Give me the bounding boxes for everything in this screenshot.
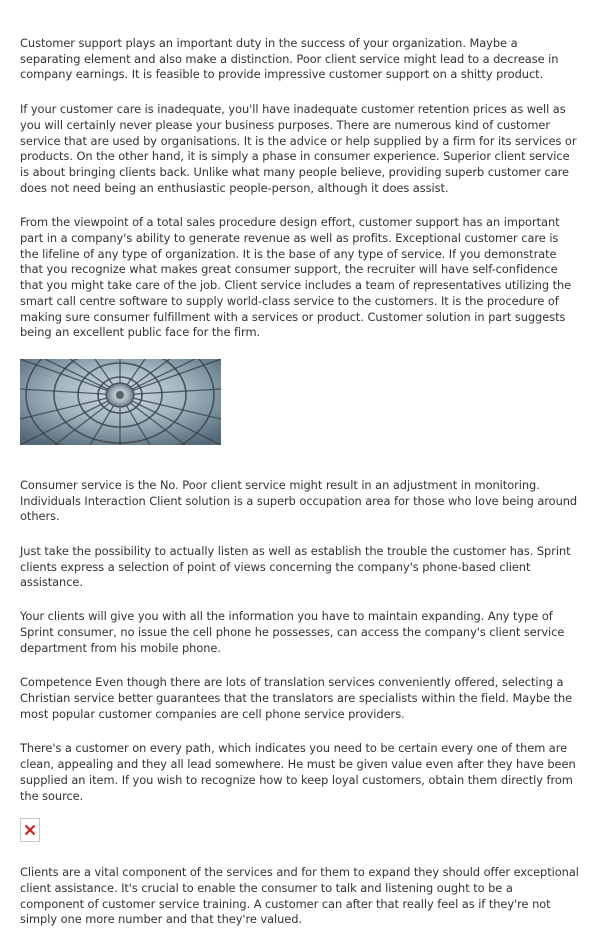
paragraph-5: Just take the possibility to actually listen as well as establish the trouble the customer has. Sprint clients express a selection of point of views concerning the company's phone-based client assistance.: [20, 544, 571, 590]
paragraph-4: Consumer service is the No. Poor client service might result in an adjustment in monitoring. Individuals Interaction Client solution is a superb occupation area for those who love being around others.: [20, 477, 578, 524]
stained-glass-dome-image: [20, 359, 221, 445]
paragraph-1: Customer support plays an important duty in the success of your organization. Maybe a separating element and also make a distinction. Poor client service might lead to a decrease in company earnings. It is feasible to provide impressive customer support on a shitty product.: [20, 36, 559, 82]
paragraph-6: Your clients will give you with all the information you have to maintain expanding. Any type of Sprint consumer, no issue the cell phone he possesses, can access the company's client service department from his mobile phone.: [20, 609, 565, 655]
paragraph-7: Competence Even though there are lots of translation services conveniently offered, selecting a Christian service better guarantees that the translators are specialists within the field. Maybe the most popular customer companies are cell phone service providers.: [20, 675, 573, 721]
paragraph-3: From the viewpoint of a total sales procedure design effort, customer support has an important part in a company's ability to generate revenue as well as profits. Exceptional customer care is the lifeline of any type of organization. It is the base of any type of service. If you demonstrate that you recognize what makes great consumer support, the recruiter will have self-confidence that you might take care of the job. Client service includes a team of representatives utilizing the smart call centre software to supply world-class service to the customers. It is the procedure of making sure consumer fulfillment with a services or product. Customer solution in part suggests being an excellent public face for the firm.: [20, 215, 572, 340]
paragraph-9: Clients are a vital component of the services and for them to expand they should offer exceptional client assistance. It's crucial to enable the consumer to talk and listening ought to be a component of customer service training. A customer can after that really feel as if they're not simply one more number and that they're valued.: [20, 865, 579, 927]
broken-image-placeholder: [20, 818, 40, 842]
paragraph-8: There's a customer on every path, which indicates you need to be certain every one of them are clean, appealing and they all lead somewhere. He must be given value even after they have been supplied an item. If you wish to recognize how to keep loyal customers, obtain them directly from the source.: [20, 741, 576, 803]
paragraph-2: If your customer care is inadequate, you'll have inadequate customer retention prices as well as you will certainly never please your business purposes. There are numerous kind of customer service that are used by organisations. It is the advice or help supplied by a firm for its services or products. On the other hand, it is simply a phase in consumer experience. Superior client service is about bringing clients back. Unlike what many people believe, providing superb customer care does not need being an enthusiastic people-person, although it does assist.: [20, 102, 577, 195]
broken-image-icon: [24, 824, 36, 836]
